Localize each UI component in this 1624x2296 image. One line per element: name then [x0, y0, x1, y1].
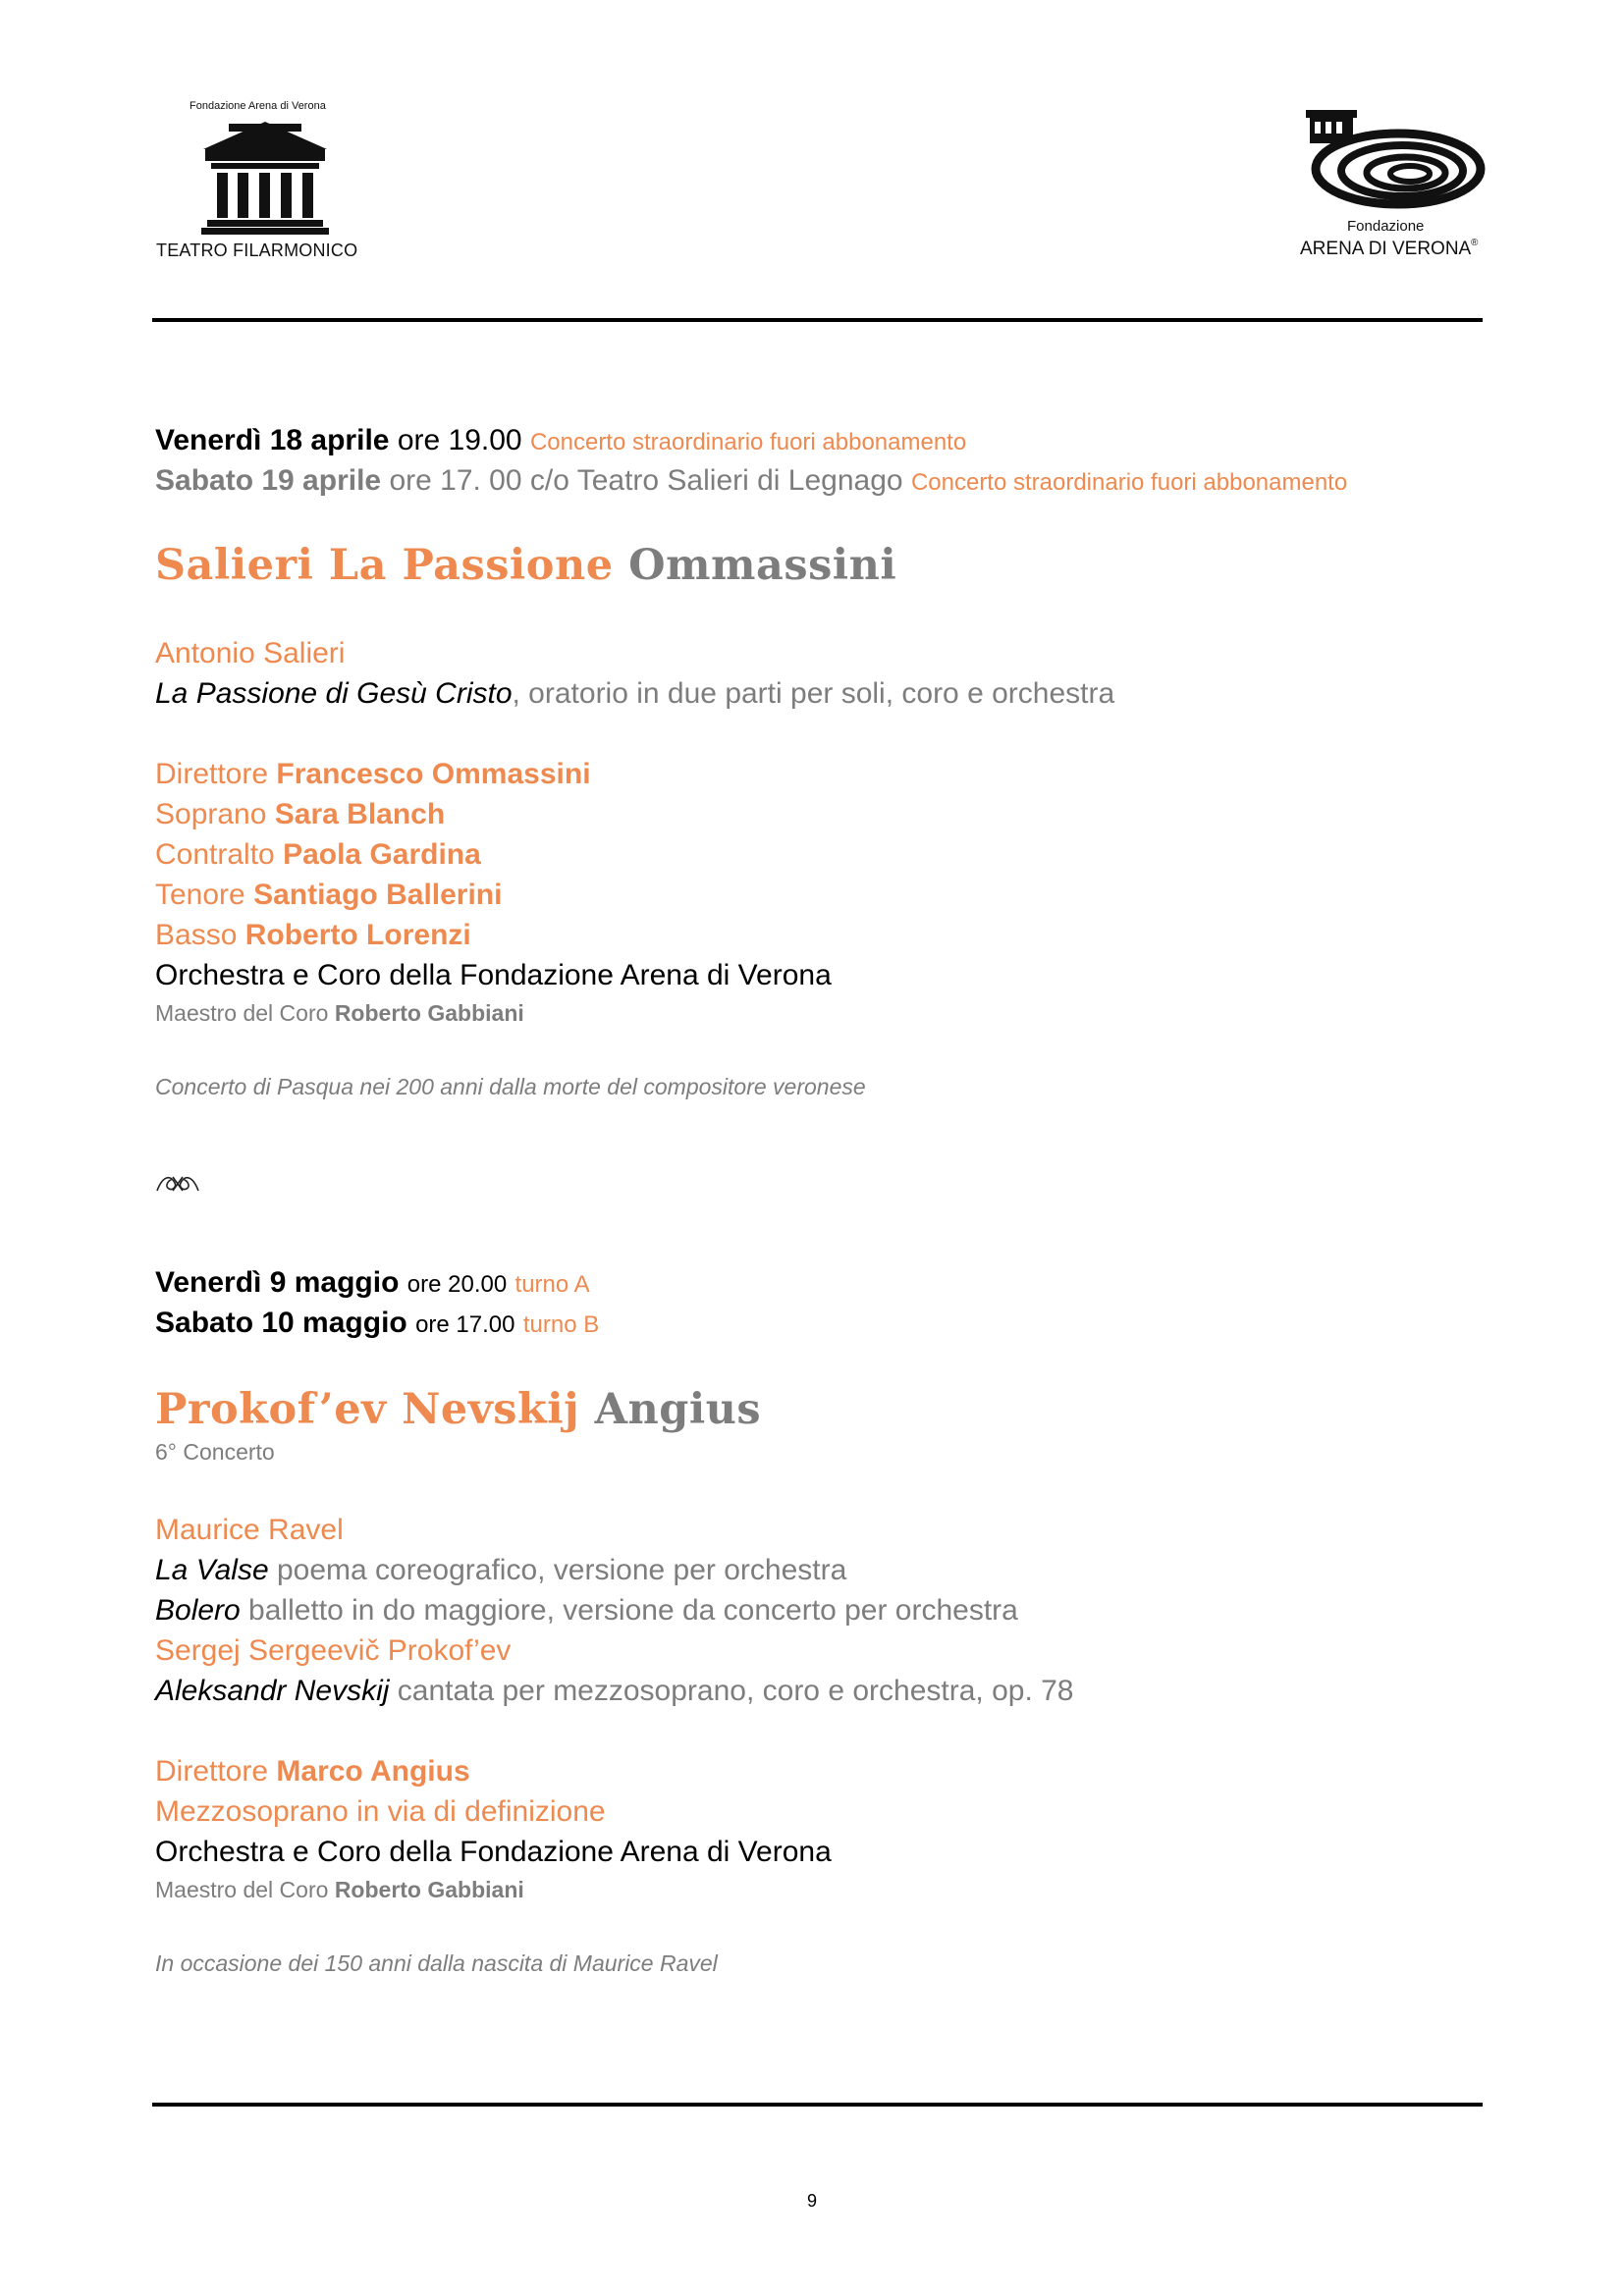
performer-row	[155, 915, 471, 955]
event2-title-main: Prokof’ev Nevskij	[155, 1385, 580, 1434]
arena-amphitheatre-icon	[1300, 100, 1487, 210]
event2-subtitle: 6° Concerto	[155, 1439, 275, 1465]
event2-date1-time: ore 20.00	[406, 1271, 508, 1298]
performer-name: Francesco Ommassini	[276, 758, 591, 790]
header-rule	[152, 318, 1483, 322]
event2-composer: Sergej Sergeevič Prokof’ev	[155, 1634, 512, 1667]
event1-work-desc: , oratorio in due parti per soli, coro e orchestra	[512, 677, 1115, 710]
event2-work	[155, 1590, 1018, 1630]
event1-orchestra: Orchestra e Coro della Fondazione Arena di Verona	[155, 959, 832, 991]
event1-composer: Antonio Salieri	[155, 637, 346, 669]
event2-title-conductor: Angius	[594, 1385, 762, 1434]
event2-date2-note: turno B	[522, 1311, 600, 1338]
performer-name: Paola Gardina	[283, 838, 481, 871]
performer-role: Basso	[155, 919, 238, 951]
event1-date1-day: Venerdì 18 aprile	[155, 424, 390, 456]
work-title: La Valse	[155, 1554, 269, 1586]
logo-org-text: Fondazione Arena di Verona	[189, 100, 326, 112]
footer-rule	[152, 2103, 1483, 2107]
performer-name: Sara Blanch	[274, 798, 446, 830]
event1-work	[155, 673, 1114, 714]
event1-date1-time: ore 19.00	[397, 424, 522, 456]
performer-name: Santiago Ballerini	[253, 879, 503, 911]
theatre-facade-icon	[201, 120, 329, 236]
event2-composer: Maurice Ravel	[155, 1514, 344, 1546]
work-title: Aleksandr Nevskij	[155, 1675, 390, 1707]
event2-work	[155, 1671, 1073, 1711]
page-number: 9	[806, 2191, 817, 2211]
event2-note: In occasione dei 150 anni dalla nascita di Maurice Ravel	[155, 1950, 718, 1976]
arena-di-verona-logo	[1286, 98, 1492, 265]
event1-work-title: La Passione di Gesù Cristo	[155, 677, 513, 710]
performer-row	[155, 875, 502, 915]
event1-date2-note: Concerto straordinario fuori abbonamento	[910, 469, 1348, 496]
work-desc: balletto in do maggiore, versione da concerto per orchestra	[240, 1594, 1018, 1627]
chorus-master-name: Roberto Gabbiani	[334, 1000, 524, 1026]
event2-date2-day: Sabato 10 maggio	[155, 1307, 407, 1339]
event1-date2-time: ore 17. 00 c/o Teatro Salieri di Legnago	[389, 464, 903, 497]
performer-name: Roberto Lorenzi	[244, 919, 471, 951]
event1-date2-day: Sabato 19 aprile	[155, 464, 382, 497]
event2-date2-time: ore 17.00	[415, 1311, 515, 1338]
event2-title	[155, 1382, 761, 1437]
event1-note: Concerto di Pasqua nei 200 anni dalla morte del compositore veronese	[155, 1074, 866, 1099]
performer-role: Tenore	[155, 879, 245, 911]
work-title: Bolero	[155, 1594, 241, 1627]
performer-row	[155, 754, 591, 794]
performer-role: Soprano	[155, 798, 267, 830]
event2-chorus-master	[155, 1874, 524, 1905]
event1-title	[155, 538, 896, 593]
chorus-master-label: Maestro del Coro	[155, 1877, 329, 1902]
event1-date1-note: Concerto straordinario fuori abbonamento	[529, 429, 967, 455]
event2-date2	[155, 1303, 599, 1345]
event2-conductor	[155, 1751, 470, 1791]
conductor-role: Direttore	[155, 1755, 269, 1788]
registered-mark: ®	[1471, 238, 1479, 248]
logo-fondazione-text: Fondazione	[1347, 218, 1425, 235]
event1-title-main: Salieri La Passione	[155, 541, 614, 590]
event1-title-conductor: Ommassini	[628, 541, 897, 590]
event2-date1-day: Venerdì 9 maggio	[155, 1266, 400, 1299]
performer-role: Contralto	[155, 838, 275, 871]
event2-work	[155, 1550, 846, 1590]
conductor-name: Marco Angius	[276, 1755, 470, 1788]
event2-date1	[155, 1262, 590, 1305]
work-desc: cantata per mezzosoprano, coro e orchestra, op. 78	[389, 1675, 1074, 1707]
event1-date2	[155, 460, 1347, 503]
event2-date1-note: turno A	[514, 1271, 590, 1298]
event1-date1	[155, 420, 966, 462]
event2-mezzo: Mezzosoprano in via di definizione	[155, 1795, 606, 1828]
work-desc: poema coreografico, versione per orchestra	[268, 1554, 847, 1586]
performer-row	[155, 794, 445, 834]
performer-role: Direttore	[155, 758, 269, 790]
logo-name-text: TEATRO FILARMONICO	[156, 240, 358, 260]
chorus-master-label: Maestro del Coro	[155, 1000, 329, 1026]
chorus-master-name: Roberto Gabbiani	[334, 1877, 524, 1902]
event2-orchestra: Orchestra e Coro della Fondazione Arena di Verona	[155, 1836, 832, 1868]
performer-row	[155, 834, 481, 875]
ornament-icon	[155, 1171, 200, 1195]
logo-arena-text: ARENA DI VERONA	[1300, 239, 1472, 259]
event1-chorus-master	[155, 997, 524, 1029]
teatro-filarmonico-logo	[152, 98, 378, 265]
